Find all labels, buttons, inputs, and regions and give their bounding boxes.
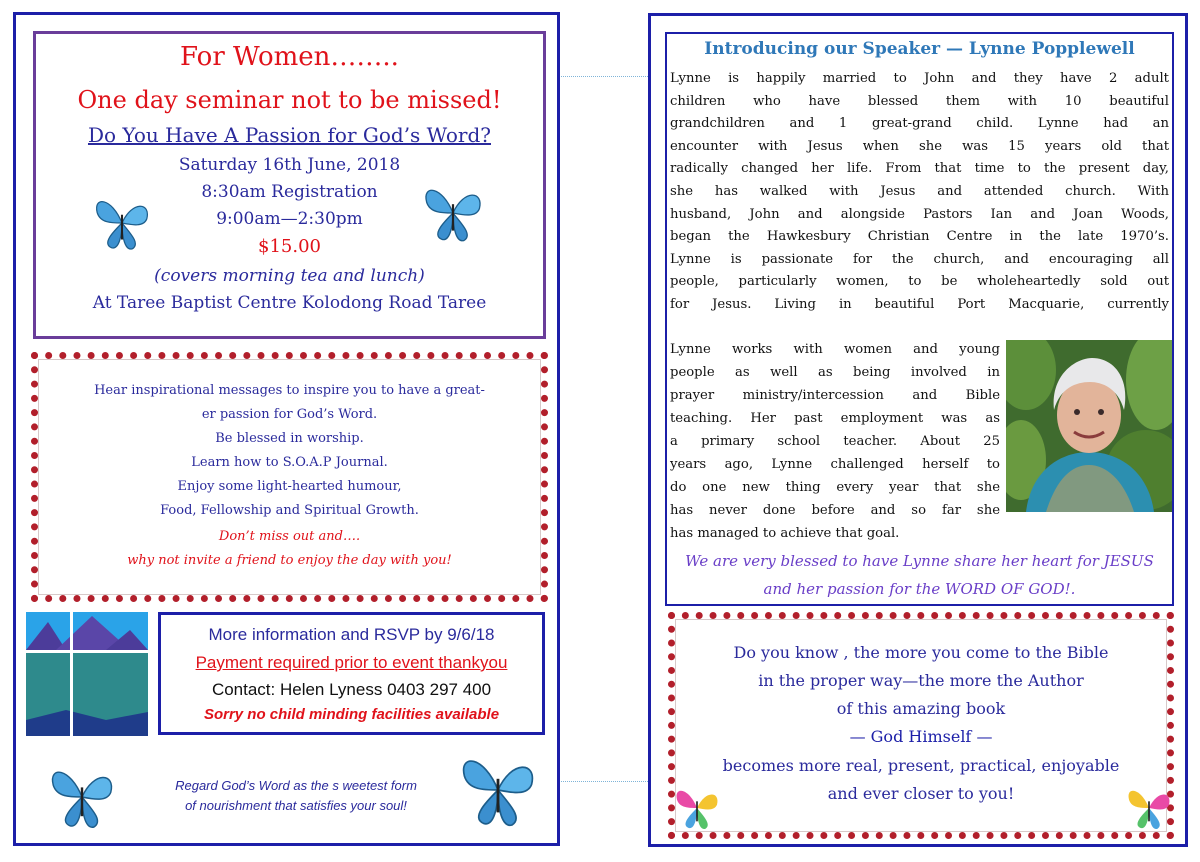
event-time: 9:00am—2:30pm xyxy=(216,209,363,229)
message-line: Food, Fellowship and Spiritual Growth. xyxy=(160,503,419,518)
passion-question: Do You Have A Passion for God’s Word? xyxy=(87,123,491,147)
bible-line: of this amazing book xyxy=(836,699,1006,718)
registration-time: 8:30am Registration xyxy=(201,182,378,202)
bio-line: people as well as being involved in xyxy=(670,365,1000,380)
word-quote xyxy=(126,776,466,816)
bio-line: husband, John and alongside Pastors Ian and Joan Woods, xyxy=(670,206,1169,222)
bible-line: Do you know , the more you come to the Bible xyxy=(733,643,1109,662)
event-header-box xyxy=(33,31,546,339)
quote-line: of nourishment that satisfies your soul! xyxy=(185,798,407,813)
bio-line: grandchildren and 1 great-grand child. Lynne had an xyxy=(670,116,1169,132)
butterfly-icon xyxy=(456,748,540,832)
bio-line: Lynne is passionate for the church, and encouraging all xyxy=(670,251,1169,267)
payment-text: Payment required prior to event thankyou xyxy=(195,653,508,672)
child-minding-text: Sorry no child minding facilities available xyxy=(203,706,500,723)
butterfly-icon xyxy=(91,192,153,254)
left-page xyxy=(13,12,560,846)
speaker-box xyxy=(665,32,1174,606)
rsvp-text: More information and RSVP by 9/6/18 xyxy=(208,625,495,644)
speaker-bio-side xyxy=(670,338,1000,545)
message-line: Learn how to S.O.A.P Journal. xyxy=(191,455,388,470)
bio-line: prayer ministry/intercession and Bible xyxy=(670,388,1000,403)
bio-line: began the Hawkesbury Christian Centre in the late 1970’s. xyxy=(670,229,1169,245)
bible-line-god: — God Himself — xyxy=(849,727,993,746)
bio-line: children who have blessed them with 10 beautiful xyxy=(670,93,1169,109)
rsvp-box xyxy=(158,612,545,735)
message-line: Hear inspirational messages to inspire you to have a great- xyxy=(94,383,485,398)
page-title: For Women…….. xyxy=(180,42,399,72)
bio-line: do one new thing every year that she xyxy=(670,480,1000,495)
butterfly-icon xyxy=(420,180,486,246)
bio-line: Lynne works with women and young xyxy=(670,342,1000,357)
message-line: er passion for God’s Word. xyxy=(201,407,378,422)
bio-line: Lynne is happily married to John and they have 2 adult xyxy=(670,71,1169,86)
bio-line: years ago, Lynne challenged herself to xyxy=(670,457,1000,472)
bible-line: in the proper way—the more the Author xyxy=(758,671,1084,690)
speaker-bio xyxy=(670,68,1169,317)
bio-line: a primary school teacher. About 25 xyxy=(670,434,1000,449)
bio-line: has managed to achieve that goal. xyxy=(670,526,900,541)
bio-line: has never done before and so far she xyxy=(670,503,1000,518)
venue: At Taree Baptist Centre Kolodong Road Taree xyxy=(92,293,487,313)
bio-line: for Jesus. Living in beautiful Port Macquarie, currently xyxy=(670,296,1169,312)
bio-line: encounter with Jesus when she was 15 years old that xyxy=(670,138,1169,154)
butterfly-icon xyxy=(671,783,723,833)
event-date: Saturday 16th June, 2018 xyxy=(178,155,401,175)
bible-line: becomes more real, present, practical, enjoyable xyxy=(722,756,1120,775)
contact-text: Contact: Helen Lyness 0403 297 400 xyxy=(211,680,492,699)
logo-mountains-icon xyxy=(26,612,148,736)
bible-line: and ever closer to you! xyxy=(827,784,1015,803)
dont-miss-text: Don’t miss out and…. xyxy=(218,529,361,544)
butterfly-icon xyxy=(46,760,118,834)
butterfly-icon xyxy=(1123,783,1175,833)
invite-text: why not invite a friend to enjoy the day with you! xyxy=(127,553,452,568)
bio-line: people, particularly women, to be wholeheartedly sold out xyxy=(670,274,1169,290)
speaker-photo xyxy=(1006,340,1172,512)
blessed-line: We are very blessed to have Lynne share her heart for JESUS xyxy=(685,552,1154,570)
blessed-line: and her passion for the WORD OF GOD!. xyxy=(763,580,1076,598)
bible-box xyxy=(668,612,1174,839)
event-price: $15.00 xyxy=(258,236,321,257)
subtitle: One day seminar not to be missed! xyxy=(77,86,502,114)
message-line: Be blessed in worship. xyxy=(215,431,364,446)
speaker-heading: Introducing our Speaker — Lynne Popplewell xyxy=(704,39,1135,59)
message-line: Enjoy some light-hearted humour, xyxy=(177,479,402,494)
bio-line: radically changed her life. From that time to the present day, xyxy=(670,161,1169,177)
messages-box xyxy=(31,352,548,602)
price-covers: (covers morning tea and lunch) xyxy=(154,266,425,286)
right-page xyxy=(648,13,1188,847)
bio-line: teaching. Her past employment was as xyxy=(670,411,1000,426)
bio-line: she has walked with Jesus and attended church. With xyxy=(670,183,1169,199)
quote-line: Regard God’s Word as the s weetest form xyxy=(175,778,417,793)
